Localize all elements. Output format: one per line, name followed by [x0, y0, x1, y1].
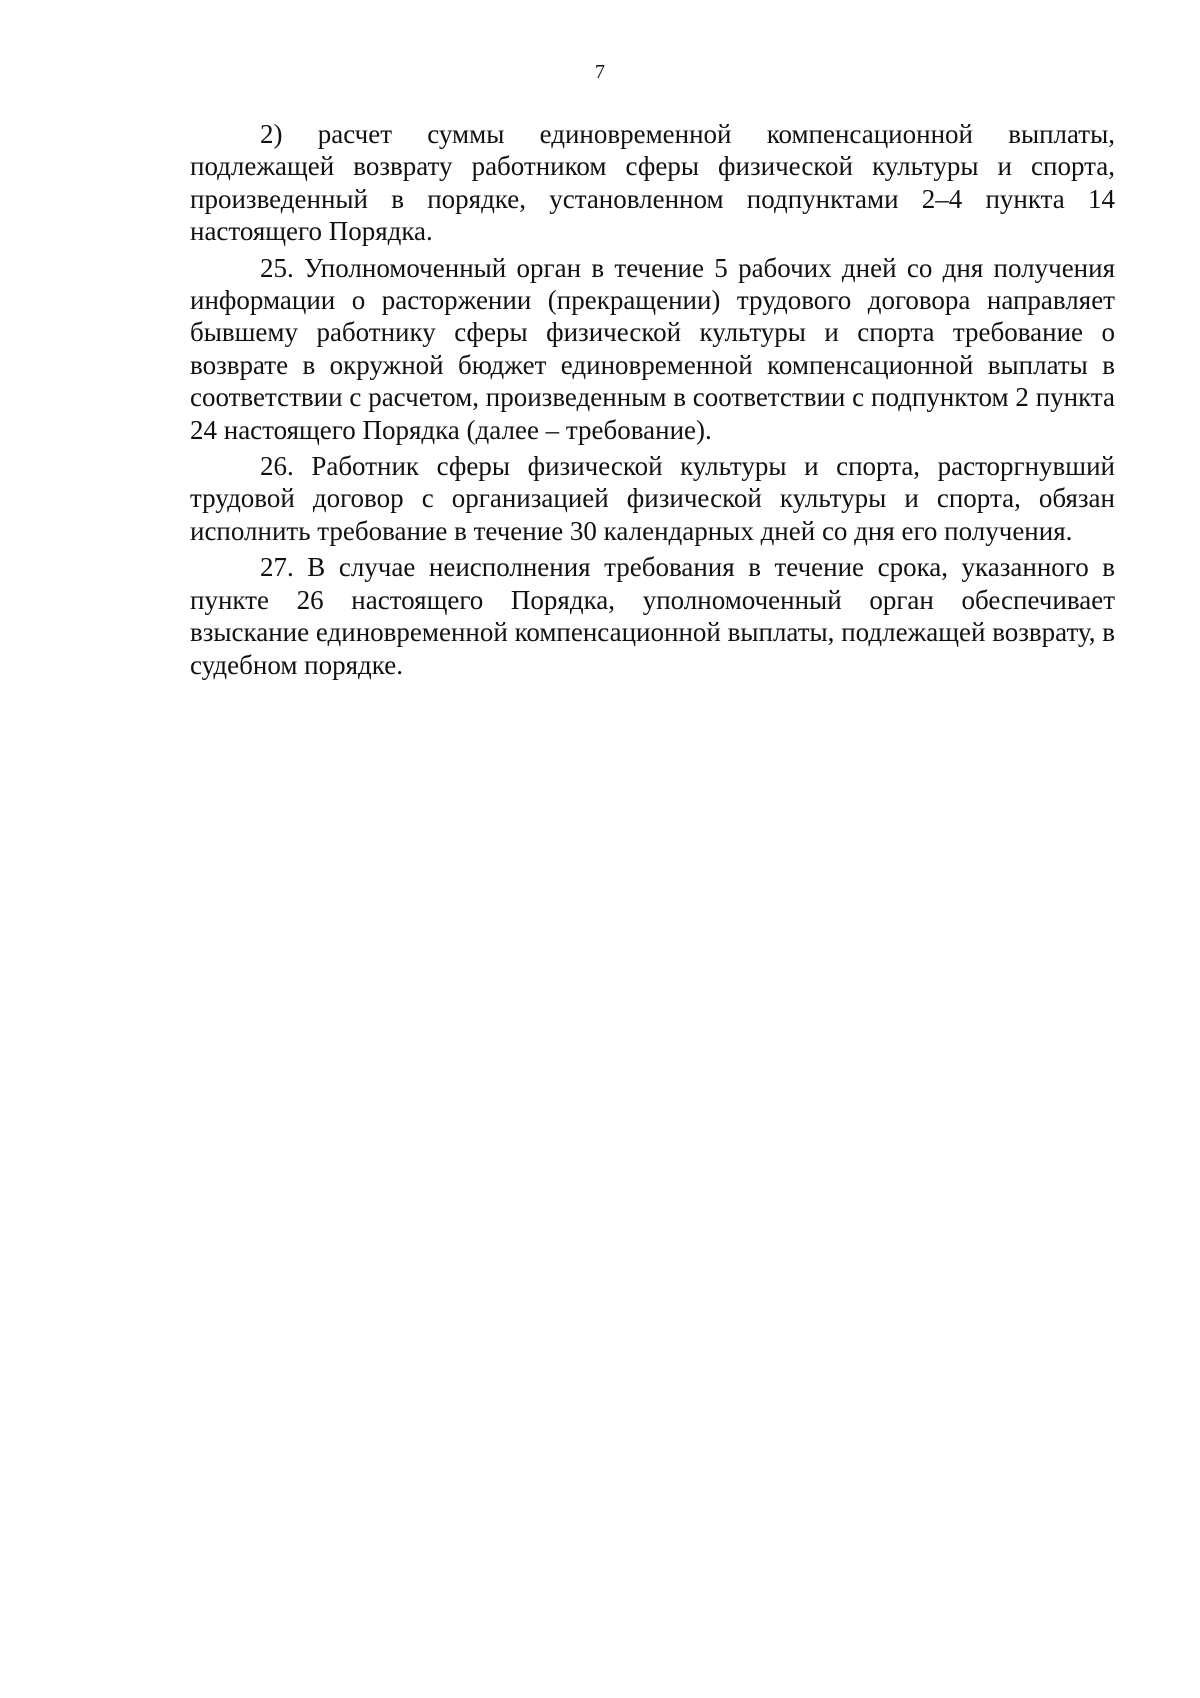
document-body — [190, 118, 1115, 681]
paragraph-25: 25. Уполномоченный орган в течение 5 рабочих дней со дня получения информации о расторжении (прекращении) трудового договора направляет бывшему работнику сферы физической культуры и спорта требование о возврате в окружной бюджет единовременной компенсационной выплаты в соответствии с расчетом, произведенным в соответствии с подпунктом 2 пункта 24 настоящего Порядка (далее – требование). — [190, 252, 1115, 445]
page-number: 7 — [595, 61, 605, 83]
paragraph-27: 27. В случае неисполнения требования в течение срока, указанного в пункте 26 настоящего Порядка, уполномоченный орган обеспечивает взыскание единовременной компенсационной выплаты, подлежащей возврату, в судебном порядке. — [190, 552, 1115, 680]
paragraph-subitem-2: 2) расчет суммы единовременной компенсационной выплаты, подлежащей возврату работником сферы физической культуры и спорта, произведенный в порядке, установленном подпунктами 2–4 пункта 14 настоящего Порядка. — [190, 119, 1115, 247]
paragraph-26: 26. Работник сферы физической культуры и спорта, расторгнувший трудовой договор с организацией физической культуры и спорта, обязан исполнить требование в течение 30 календарных дней со дня его получения. — [190, 451, 1115, 546]
